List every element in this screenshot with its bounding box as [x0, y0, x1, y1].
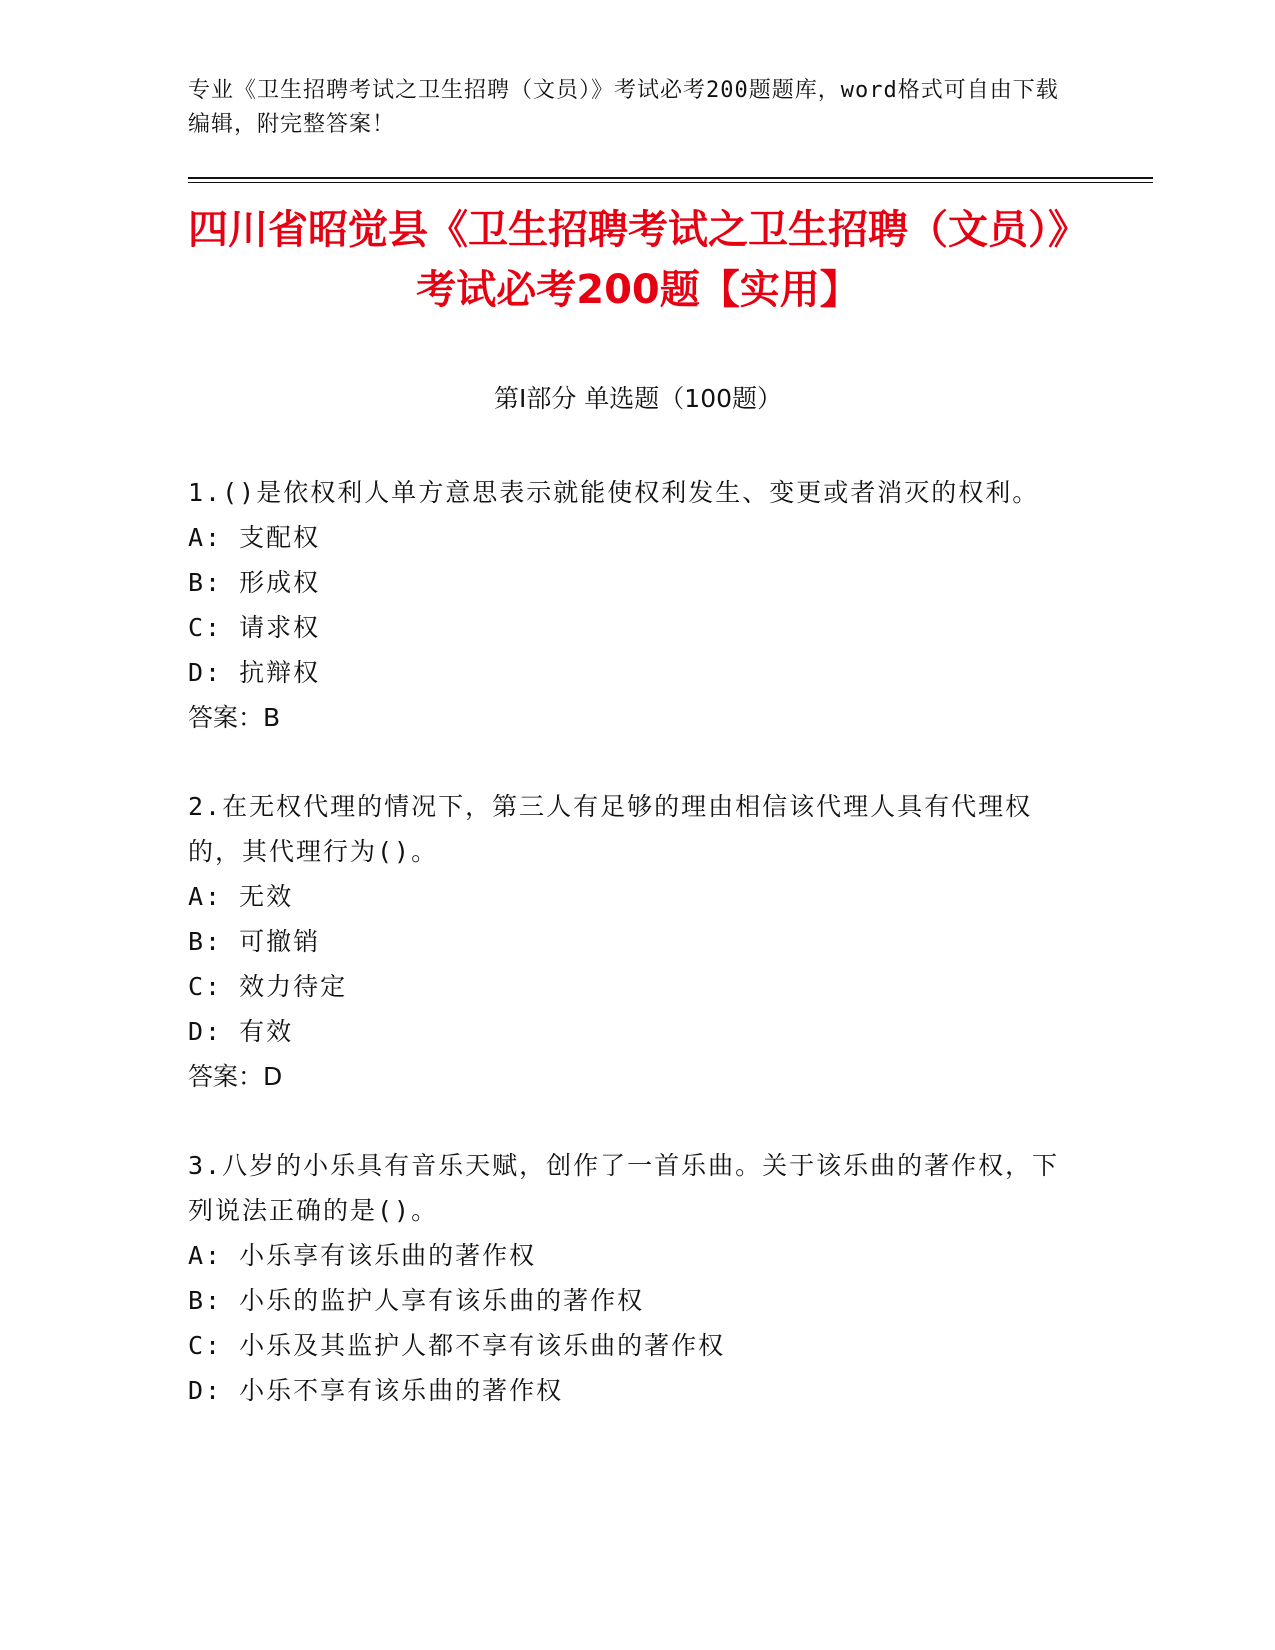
- question-stem: 3.八岁的小乐具有音乐天赋，创作了一首乐曲。关于该乐曲的著作权，下列说法正确的是()。: [188, 1151, 1060, 1225]
- header-note: 专业《卫生招聘考试之卫生招聘（文员）》考试必考200题题库，word格式可自由下载编辑，附完整答案！: [188, 78, 1059, 137]
- option-c: C: 请求权: [188, 613, 321, 642]
- question-stem: 2.在无权代理的情况下，第三人有足够的理由相信该代理人具有代理权的，其代理行为()。: [188, 792, 1033, 866]
- question-stem: 1.()是依权利人单方意思表示就能使权利发生、变更或者消灭的权利。: [188, 478, 1040, 507]
- option-c: C: 小乐及其监护人都不享有该乐曲的著作权: [188, 1331, 726, 1360]
- header-rule-thin: [188, 182, 1153, 183]
- section-title: 第Ⅰ部分 单选题（100题）: [493, 384, 783, 413]
- option-d: D: 抗辩权: [188, 658, 321, 687]
- option-c: C: 效力待定: [188, 972, 348, 1001]
- option-b: B: 可撤销: [188, 927, 321, 956]
- question-list: [188, 470, 1068, 1457]
- option-b: B: 小乐的监护人享有该乐曲的著作权: [188, 1286, 645, 1315]
- option-d: D: 有效: [188, 1017, 294, 1046]
- option-a: A: 无效: [188, 882, 294, 911]
- option-b: B: 形成权: [188, 568, 321, 597]
- document-title: 四川省昭觉县《卫生招聘考试之卫生招聘（文员）》考试必考200题【实用】: [188, 207, 1088, 313]
- question-1: [188, 470, 1068, 740]
- question-3: [188, 1143, 1068, 1413]
- option-a: A: 支配权: [188, 523, 321, 552]
- answer: 答案：B: [188, 703, 281, 732]
- answer: 答案：D: [188, 1062, 283, 1091]
- header-rule-thick: [188, 177, 1153, 179]
- option-a: A: 小乐享有该乐曲的著作权: [188, 1241, 537, 1270]
- question-2: [188, 784, 1068, 1099]
- option-d: D: 小乐不享有该乐曲的著作权: [188, 1376, 564, 1405]
